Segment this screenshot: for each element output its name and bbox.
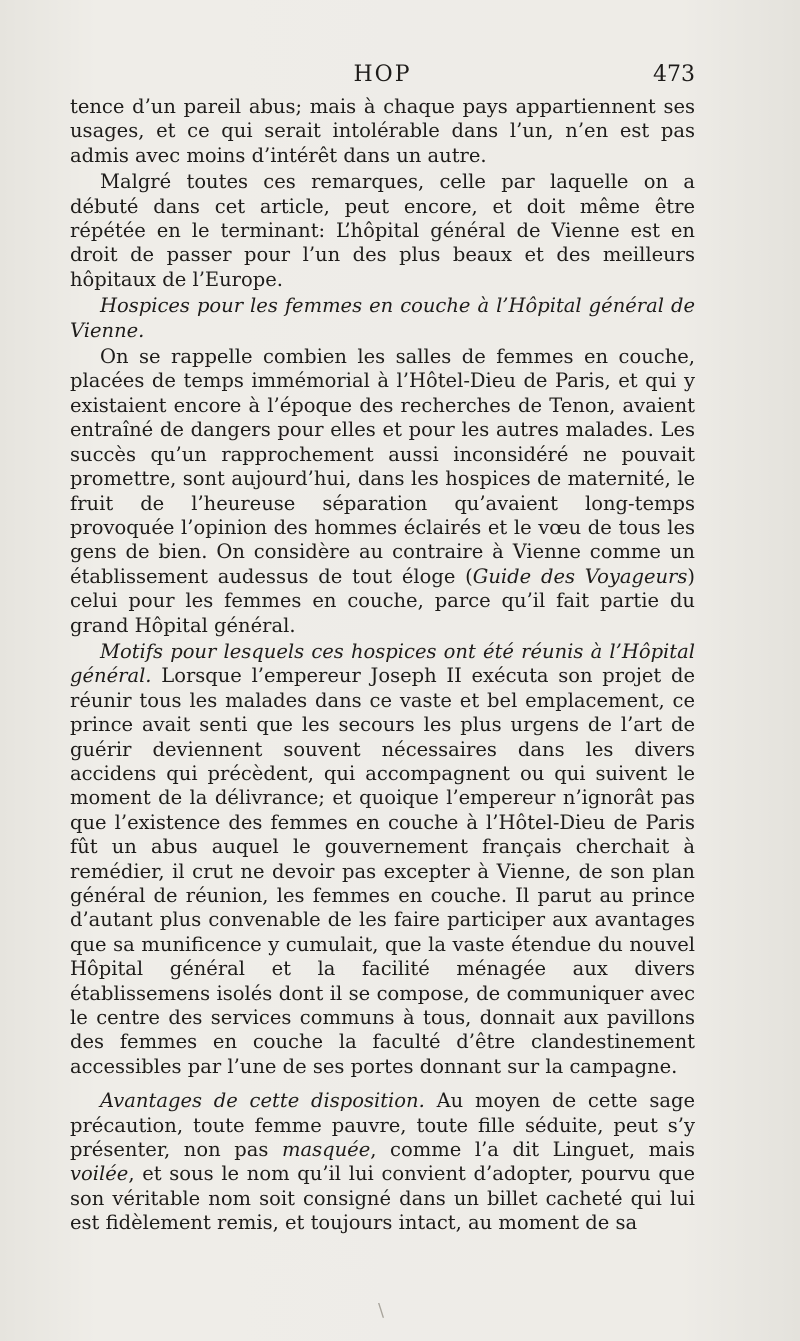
running-head: HOP — [353, 62, 412, 87]
paragraph-avantages-text-b: , comme l’a dit Linguet, mais — [370, 1138, 695, 1162]
word-masquee: masquée — [282, 1138, 371, 1162]
paragraph-avantages-text-c: , et sous le nom qu’il lui convient d’adopter, pourvu que son véritable nom soit consigné dans un billet cacheté qui lui est fidèlement remis, et toujours intact, au moment de sa — [70, 1162, 695, 1235]
section-heading-hospices: Hospices pour les femmes en couche à l’Hôpital général de Vienne. — [70, 294, 695, 342]
paragraph-motifs-text: Lorsque l’empereur Joseph II exécuta son projet de réunir tous les malades dans ce vaste et bel emplacement, ce prince avait senti que les secours les plus urgens de l’art de guérir deviennent souvent nécessaires dans les divers accidens qui précèdent, qui accompagnent ou qui suivent le moment de la délivrance; et quoique l’empereur n’ignorât pas que l’existence des femmes en couche à l’Hôtel-Dieu de Paris fût un abus auquel le gouvernement français cherchait à remédier, il crut ne devoir pas excepter à Vienne, de son plan général de réunion, les femmes en couche. Il parut au prince d’autant plus convenable de les faire participer aux avantages que sa munificence y cumulait, que la vaste étendue du nouvel Hôpital général et la facilité ménagée aux divers établissemens isolés dont il se compose, de communiquer avec le centre des services communs à tous, donnait aux pavillons des femmes en couche la faculté d’être clandestinement accessibles par l’une de ses portes donnant sur la campagne. — [70, 664, 695, 1078]
paragraph-continuation: tence d’un pareil abus; mais à chaque pays appartiennent ses usages, et ce qui serait intolérable dans l’un, n’en est pas admis avec moins d’intérêt dans un autre. — [70, 95, 695, 167]
word-voilee: voilée — [70, 1162, 129, 1186]
citation-guide-des-voyageurs: Guide des Voyageurs — [472, 564, 688, 588]
paragraph-maternity-text-b: ) celui pour les femmes en couche, parce qu’il fait partie du grand Hôpital général. — [70, 564, 695, 637]
paragraph-avantages — [70, 1089, 695, 1235]
paragraph-motifs — [70, 640, 695, 1079]
run-in-heading-avantages: Avantages de cette disposition. — [100, 1089, 425, 1113]
page-number: 473 — [653, 62, 695, 87]
paragraph-maternity — [70, 345, 695, 638]
paragraph-maternity-text-a: On se rappelle combien les salles de femmes en couche, placées de temps immémorial à l’Hôtel-Dieu de Paris, et qui y existaient encore à l’époque des recherches de Tenon, avaient entraîné de dangers pour elles et pour les autres malades. Les succès qu’un rapprochement aussi inconsidéré ne pouvait promettre, sont aujourd’hui, dans les hospices de maternité, le fruit de l’heureuse séparation qu’avaient long-temps provoquée l’opinion des hommes éclairés et le vœu de tous les gens de bien. On considère au contraire à Vienne comme un établissement audessus de tout éloge ( — [70, 345, 695, 588]
page-bottom-mark: \ — [378, 1300, 385, 1321]
page-header — [70, 62, 695, 92]
run-in-heading-motifs: Motifs pour lesquels ces hospices ont été réunis à l’Hôpital général. — [70, 639, 695, 688]
main-text — [70, 95, 695, 1236]
paragraph-avantages-text-a: Au moyen de cette sage précaution, toute femme pauvre, toute fille séduite, peut s’y présenter, non pas — [70, 1089, 695, 1162]
paragraph-conclusion: Malgré toutes ces remarques, celle par laquelle on a débuté dans cet article, peut encore, et doit même être répétée en le terminant: L’hôpital général de Vienne est en droit de passer pour l’un des plus beaux et des meilleurs hôpitaux de l’Europe. — [70, 170, 695, 291]
